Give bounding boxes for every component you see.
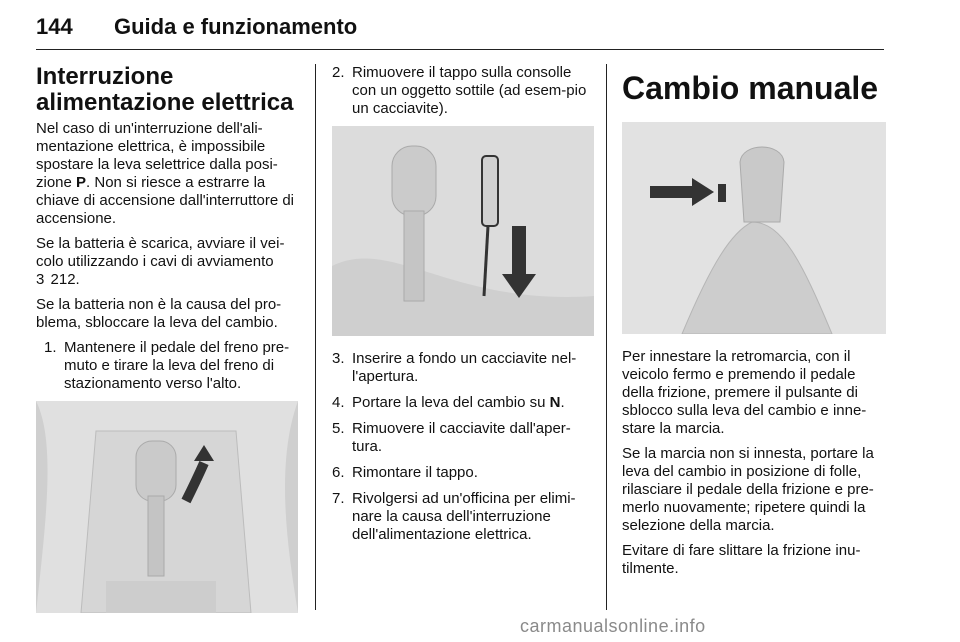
page-number: 144: [36, 14, 73, 39]
step-6: 6. Rimontare il tappo.: [332, 464, 478, 481]
right-column: [622, 64, 886, 585]
step-1: 1. Mantenere il pedale del freno pre-muto e tirare la leva del freno di stazionamento verso l'alto.: [44, 339, 290, 392]
step-4: 4. Portare la leva del cambio su N.: [332, 394, 565, 411]
section-heading-power-interruption: Interruzione alimentazione elettrica: [36, 63, 294, 116]
left-column: [36, 64, 302, 613]
paragraph-reverse-gear: Per innestare la retromarcia, con il veicolo fermo e premendo il pedale della frizione, premere il pulsante di sblocco sulla leva del cambio e inne-stare la marcia.: [622, 348, 867, 437]
page-reference-icon: 3: [36, 271, 45, 288]
paragraph-battery: Se la batteria è scarica, avviare il vei-colo utilizzando i cavi di avviamento 3 212.: [36, 235, 285, 288]
paragraph-clutch-advice: Evitare di fare slittare la frizione inu-tilmente.: [622, 542, 861, 577]
step-5: 5. Rimuovere il cacciavite dall'aper-tura.: [332, 420, 571, 455]
column-divider-1: [315, 64, 316, 610]
column-divider-2: [606, 64, 607, 610]
page-reference-link[interactable]: 212.: [50, 271, 80, 288]
step-2: 2. Rimuovere il tappo sulla consolle con un oggetto sottile (ad esem-pio un cacciavite).: [332, 64, 587, 117]
step-7: 7. Rivolgersi ad un'officina per elimi-nare la causa dell'interruzione dell'alimentazione elettrica.: [332, 490, 576, 543]
header-divider: [36, 49, 884, 50]
page-header: [36, 14, 884, 50]
gear-lever-figure: [622, 122, 886, 334]
paragraph-intro: Nel caso di un'interruzione dell'ali-mentazione elettrica, è impossibile spostare la leva selettrice dalla posi-zione P. Non si riesce a estrarre la chiave di accensione dall'interruttore di accensione.: [36, 120, 295, 227]
paragraph-unlock: Se la batteria non è la causa del pro-blema, sbloccare la leva del cambio.: [36, 296, 282, 331]
step-3: 3. Inserire a fondo un cacciavite nel-l'apertura.: [332, 350, 577, 385]
parking-brake-figure: [36, 401, 298, 613]
screwdriver-figure: [332, 126, 594, 336]
chapter-title: Guida e funzionamento: [114, 14, 358, 39]
watermark: carmanualsonline.info: [520, 616, 706, 636]
middle-column: [332, 64, 594, 552]
section-heading-manual-transmission: Cambio manuale: [622, 70, 879, 106]
paragraph-gear-not-engaging: Se la marcia non si innesta, portare la leva del cambio in posizione di folle, rilasciare il pedale della frizione e pre-merlo nuovamente; ripetere quindi la selezione della marcia.: [622, 445, 874, 534]
